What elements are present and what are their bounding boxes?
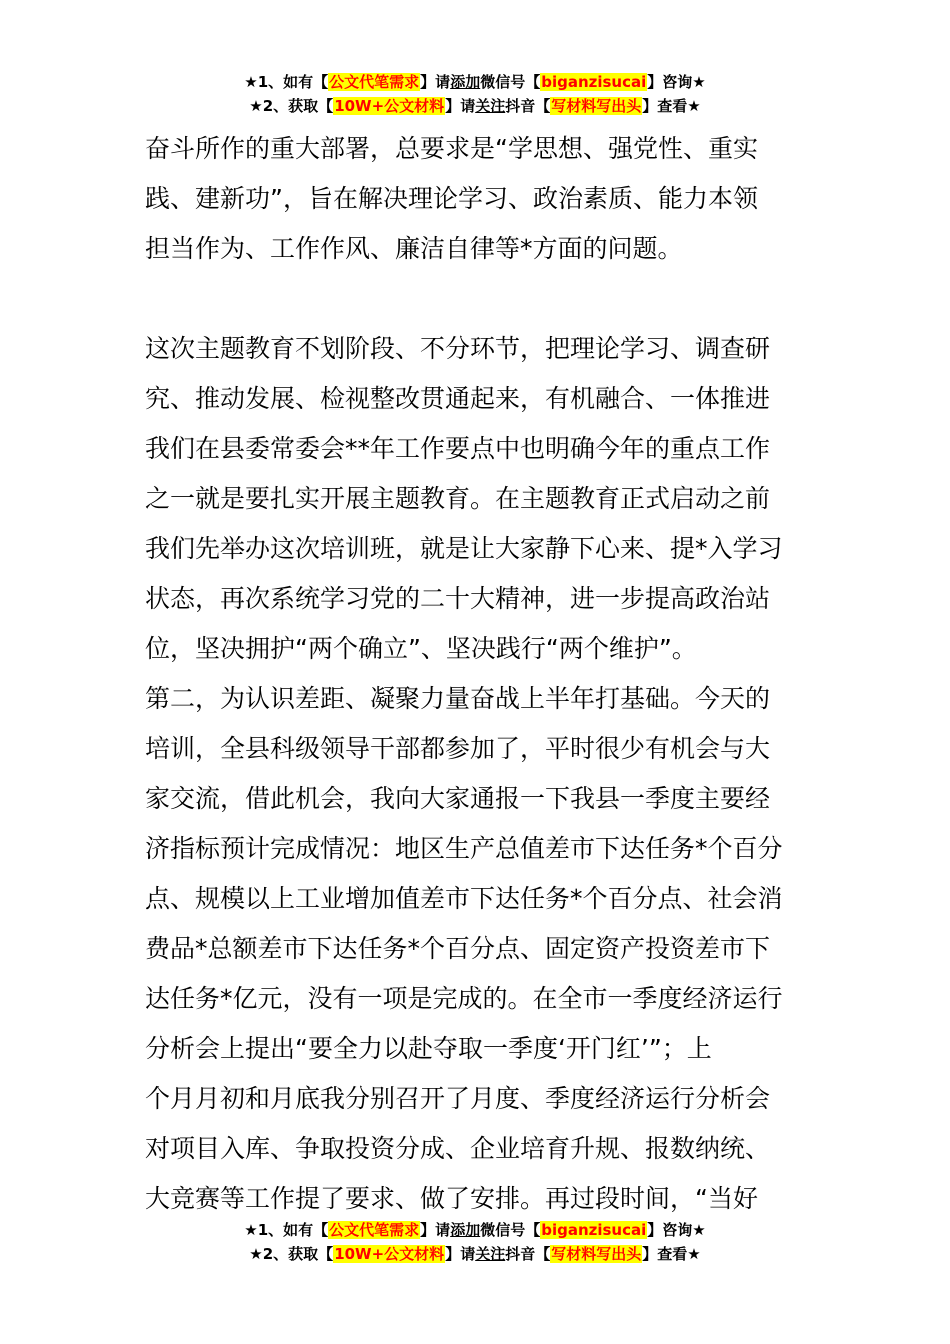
banner-line-2 [0,94,950,118]
body-line: 费品*总额差市下达任务*个百分点、固定资产投资差市下 [145,934,771,963]
body-line: 点、规模以上工业增加值差市下达任务*个百分点、社会消 [145,884,783,913]
body-line: 担当作为、工作作风、廉洁自律等*方面的问题。 [145,234,683,263]
banner-underline: 添加 [450,73,481,91]
banner-underline: 添加 [450,1221,481,1239]
banner-text: ★2、获取【 [249,1245,334,1263]
banner-text: 】咨询★ [647,73,706,91]
body-line: 奋斗所作的重大部署，总要求是“学思想、强党性、重实 [145,134,758,163]
banner-highlight: 10W+公文材料 [334,97,445,115]
document-body [145,124,810,1224]
body-line: 达任务*亿元，没有一项是完成的。在全市一季度经济运行 [145,984,783,1013]
banner-underline: 关注 [475,1245,506,1263]
banner-highlight: 10W+公文材料 [334,1245,445,1263]
body-line: 状态，再次系统学习党的二十大精神，进一步提高政治站 [145,584,771,613]
body-line: 对项目入库、争取投资分成、企业培育升规、报数纳统、 [145,1134,771,1163]
banner-text: 】请 [445,1245,476,1263]
banner-text: ★1、如有【 [244,1221,329,1239]
body-line: 践、建新功”，旨在解决理论学习、政治素质、能力本领 [145,184,758,213]
body-line: 个月月初和月底我分别召开了月度、季度经济运行分析会 [145,1084,771,1113]
body-line: 大竞赛等工作提了要求、做了安排。再过段时间，“当好 [145,1184,758,1213]
body-line: 家交流，借此机会，我向大家通报一下我县一季度主要经 [145,784,771,813]
banner-highlight: 写材料写出头 [551,1245,642,1263]
body-line: 位，坚决拥护“两个确立”、坚决践行“两个维护”。 [145,634,697,663]
banner-highlight: biganzisucai [541,73,647,91]
body-line: 这次主题教育不划阶段、不分环节，把理论学习、调查研 [145,334,771,363]
body-line: 我们先举办这次培训班，就是让大家静下心来、提*入学习 [145,534,783,563]
banner-text: 】请 [420,73,451,91]
banner-text: 】查看★ [642,97,701,115]
banner-text: 微信号【 [480,1221,541,1239]
banner-line-2 [0,1242,950,1266]
body-line: 分析会上提出“要全力以赴夺取一季度‘开门红’”；上 [145,1034,712,1063]
banner-highlight: 公文代笔需求 [329,1221,420,1239]
body-line: 之一就是要扎实开展主题教育。在主题教育正式启动之前 [145,484,771,513]
body-line: 究、推动发展、检视整改贯通起来，有机融合、一体推进 [145,384,771,413]
footer-banner [0,1218,950,1266]
banner-text: ★2、获取【 [249,97,334,115]
body-line: 济指标预计完成情况：地区生产总值差市下达任务*个百分 [145,834,783,863]
body-line: 我们在县委常委会**年工作要点中也明确今年的重点工作 [145,434,771,463]
banner-text: 】咨询★ [647,1221,706,1239]
body-line: 第二，为认识差距、凝聚力量奋战上半年打基础。今天的 [145,684,771,713]
header-banner [0,70,950,118]
blank-line [145,274,810,324]
banner-line-1 [0,1218,950,1242]
banner-text: ★1、如有【 [244,73,329,91]
body-line: 培训，全县科级领导干部都参加了，平时很少有机会与大 [145,734,771,763]
banner-text: 】请 [420,1221,451,1239]
banner-underline: 关注 [475,97,506,115]
banner-text: 】请 [445,97,476,115]
banner-text: 微信号【 [480,73,541,91]
banner-text: 抖音【 [505,1245,551,1263]
banner-line-1 [0,70,950,94]
banner-highlight: 公文代笔需求 [329,73,420,91]
banner-text: 抖音【 [505,97,551,115]
banner-highlight: 写材料写出头 [551,97,642,115]
banner-text: 】查看★ [642,1245,701,1263]
banner-highlight: biganzisucai [541,1221,647,1239]
